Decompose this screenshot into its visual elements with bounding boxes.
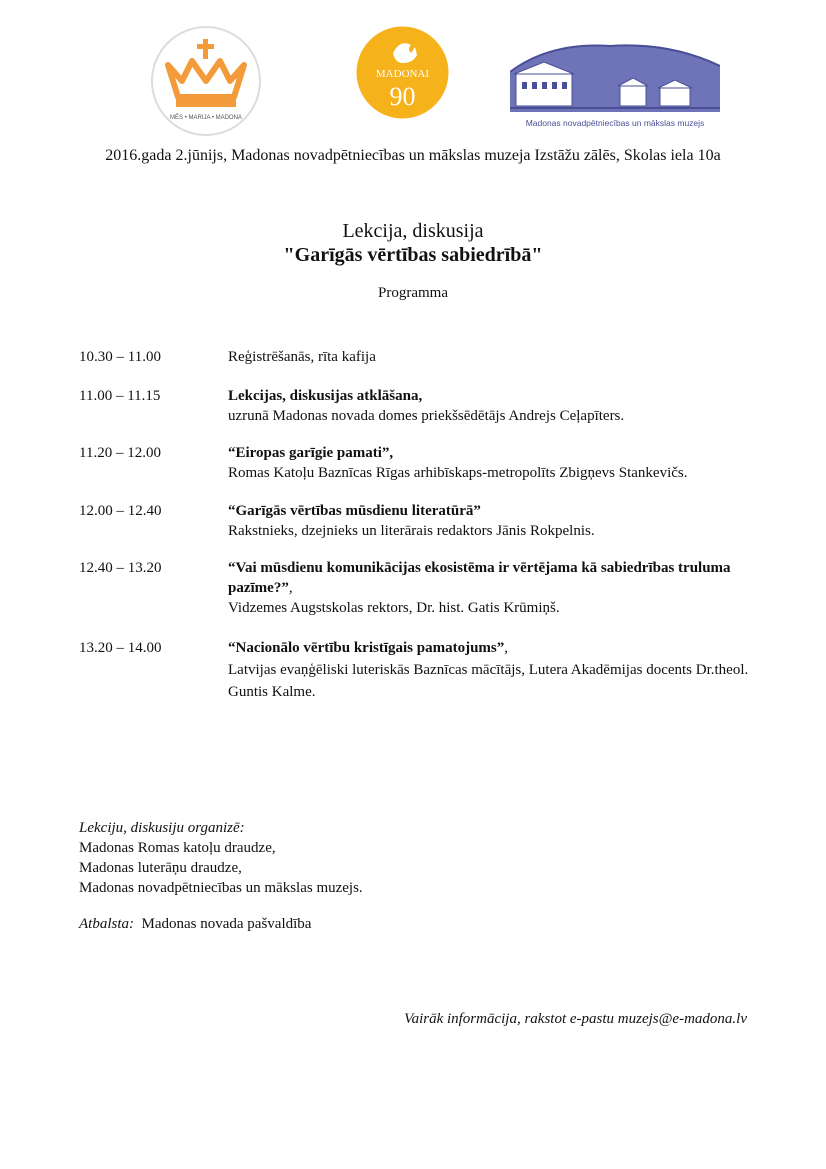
organizer-item: Madonas luterāņu draudze, <box>79 860 242 876</box>
organizer-item: Madonas Romas katoļu draudze, <box>79 840 276 856</box>
schedule-time: 12.40 – 13.20 <box>79 560 162 576</box>
support-value: Madonas novada pašvaldība <box>141 916 312 932</box>
schedule-title-suffix: , <box>504 640 509 656</box>
madona-logo-text: MADONAI <box>375 68 430 80</box>
organizers-label: Lekciju, diskusiju organizē: <box>79 820 245 836</box>
schedule-desc: Vidzemes Augstskolas rektors, Dr. hist. Gatis Krūmiņš. <box>228 600 560 616</box>
program-label: Programma <box>378 285 448 301</box>
schedule-time: 11.00 – 11.15 <box>79 388 161 404</box>
schedule-time: 13.20 – 14.00 <box>79 640 162 656</box>
crown-logo-text: MĒS • MARIJA • MADONA <box>170 115 242 121</box>
schedule-time: 11.20 – 12.00 <box>79 445 161 461</box>
schedule-time: 10.30 – 11.00 <box>79 349 161 365</box>
organizers-block <box>79 818 363 898</box>
schedule-title: Lekcijas, diskusijas atklāšana, <box>228 388 423 404</box>
schedule-title: “Eiropas garīgie pamati”, <box>228 445 394 461</box>
schedule-desc: Latvijas evaņģēliski luteriskās Baznīcas mācītājs, Lutera Akadēmijas docents Dr.theol. Guntis Kalme. <box>228 662 749 700</box>
madona-logo-number: 90 <box>389 82 416 111</box>
schedule-desc: uzrunā Madonas novada domes priekšsēdētājs Andrejs Ceļapīters. <box>228 408 625 424</box>
schedule-title: “Garīgās vērtības mūsdienu literatūrā” <box>228 503 481 519</box>
crown-logo <box>150 25 262 137</box>
organizer-item: Madonas novadpētniecības un mākslas muzejs. <box>79 880 363 896</box>
support-block <box>79 914 311 934</box>
museum-logo <box>510 42 720 132</box>
schedule-title: “Nacionālo vērtību kristīgais pamatojums” <box>228 640 505 656</box>
schedule-desc: Rakstnieks, dzejnieks un literārais redaktors Jānis Rokpelnis. <box>228 523 595 539</box>
schedule-desc: Romas Katoļu Baznīcas Rīgas arhibīskaps-metropolīts Zbigņevs Stankevičs. <box>228 465 688 481</box>
madona-90-logo <box>355 25 450 120</box>
schedule-time: 12.00 – 12.40 <box>79 503 162 519</box>
support-label: Atbalsta: <box>79 916 134 932</box>
schedule-title-suffix: , <box>288 580 293 596</box>
event-type-title: Lekcija, diskusija <box>342 220 484 242</box>
event-main-title: "Garīgās vērtības sabiedrībā" <box>283 244 543 266</box>
schedule-desc: Reģistrēšanās, rīta kafija <box>228 349 376 365</box>
contact-info: Vairāk informācija, rakstot e-pastu muzejs@e-madona.lv <box>404 1011 747 1027</box>
event-dateline: 2016.gada 2.jūnijs, Madonas novadpētniecības un mākslas muzeja Izstāžu zālēs, Skolas iela 10a <box>105 147 721 164</box>
museum-logo-text: Madonas novadpētniecības un mākslas muzejs <box>525 118 705 128</box>
schedule-title: “Vai mūsdienu komunikācijas ekosistēma ir vērtējama kā sabiedrības truluma pazīme?” <box>228 560 731 596</box>
